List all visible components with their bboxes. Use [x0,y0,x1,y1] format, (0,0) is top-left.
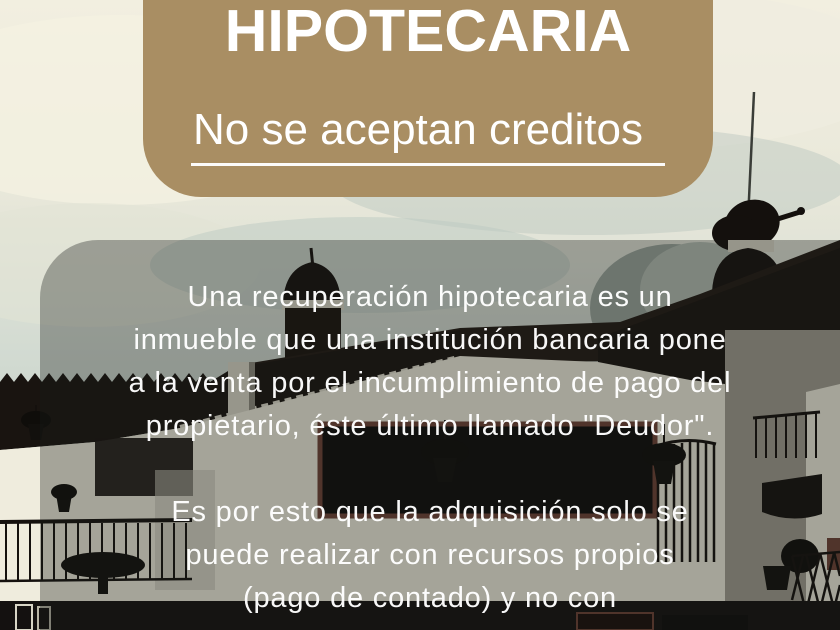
flyer-subtitle: No se aceptan creditos [191,106,665,166]
body-text-block [20,240,840,630]
header-card [143,0,713,197]
definition-paragraph: Una recuperación hipotecaria es un inmueble que una institución bancaria pone a la venta por el incumplimiento de pago del propietario, éste último llamado "Deudor". [128,281,732,442]
flyer-subtitle-row [143,106,713,166]
conditions-paragraph: Es por esto que la adquisición solo se puede realizar con recursos propios (pago de contado) y no con [171,496,689,614]
flyer-title: HIPOTECARIA [224,0,632,64]
